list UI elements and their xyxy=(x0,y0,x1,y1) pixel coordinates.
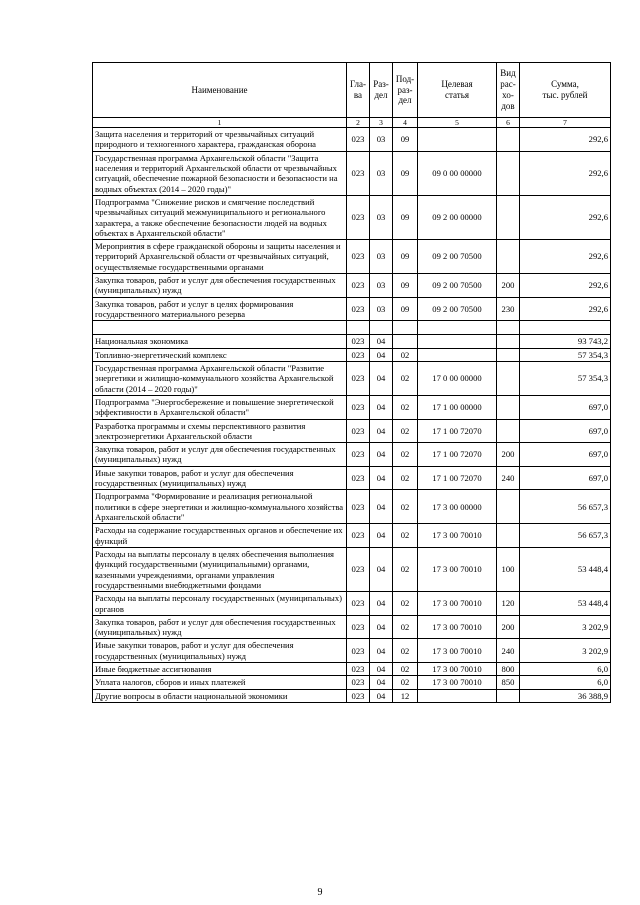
header-target: Целевая статья xyxy=(418,63,497,118)
table-row xyxy=(93,274,611,298)
cell-vid: 240 xyxy=(497,639,520,663)
table-row xyxy=(93,592,611,616)
cell-podrazdel: 02 xyxy=(393,395,418,419)
column-number: 1 xyxy=(93,118,347,128)
column-number: 5 xyxy=(418,118,497,128)
cell-podrazdel: 02 xyxy=(393,419,418,443)
cell-glava xyxy=(347,321,370,335)
cell-glava: 023 xyxy=(347,128,370,152)
cell-razdel: 03 xyxy=(370,195,393,239)
cell-podrazdel: 09 xyxy=(393,297,418,321)
cell-vid xyxy=(497,128,520,152)
cell-name: Закупка товаров, работ и услуг для обеспечения государственных (муниципальных) нужд xyxy=(93,615,347,639)
cell-vid: 850 xyxy=(497,676,520,689)
cell-target: 17 3 00 70010 xyxy=(418,524,497,548)
table-row xyxy=(93,348,611,361)
table-row xyxy=(93,466,611,490)
cell-name: Уплата налогов, сборов и иных платежей xyxy=(93,676,347,689)
table-row xyxy=(93,297,611,321)
cell-vid xyxy=(497,689,520,702)
cell-sum: 36 388,9 xyxy=(520,689,611,702)
table-row xyxy=(93,639,611,663)
cell-name xyxy=(93,321,347,335)
column-number-row xyxy=(93,118,611,128)
cell-target: 17 0 00 00000 xyxy=(418,361,497,395)
table-row xyxy=(93,676,611,689)
budget-table xyxy=(92,62,611,703)
table-body xyxy=(93,128,611,703)
cell-name: Закупка товаров, работ и услуг в целях формирования государственного материального резерва xyxy=(93,297,347,321)
cell-podrazdel: 02 xyxy=(393,443,418,467)
cell-razdel: 03 xyxy=(370,151,393,195)
cell-vid: 200 xyxy=(497,443,520,467)
cell-vid: 240 xyxy=(497,466,520,490)
cell-vid xyxy=(497,335,520,348)
cell-sum: 6,0 xyxy=(520,663,611,676)
cell-glava: 023 xyxy=(347,395,370,419)
cell-name: Закупка товаров, работ и услуг для обеспечения государственных (муниципальных) нужд xyxy=(93,443,347,467)
cell-glava: 023 xyxy=(347,466,370,490)
cell-razdel: 04 xyxy=(370,524,393,548)
cell-target: 17 3 00 70010 xyxy=(418,639,497,663)
cell-sum: 697,0 xyxy=(520,395,611,419)
header-sum: Сумма, тыс. рублей xyxy=(520,63,611,118)
cell-razdel: 04 xyxy=(370,689,393,702)
cell-podrazdel xyxy=(393,335,418,348)
cell-target: 17 3 00 70010 xyxy=(418,592,497,616)
cell-razdel: 04 xyxy=(370,348,393,361)
cell-glava: 023 xyxy=(347,240,370,274)
cell-sum: 93 743,2 xyxy=(520,335,611,348)
cell-glava: 023 xyxy=(347,335,370,348)
cell-target: 09 2 00 00000 xyxy=(418,195,497,239)
cell-glava: 023 xyxy=(347,639,370,663)
cell-razdel: 04 xyxy=(370,639,393,663)
cell-podrazdel: 02 xyxy=(393,547,418,591)
page-number: 9 xyxy=(317,887,323,898)
cell-razdel: 04 xyxy=(370,676,393,689)
cell-razdel: 04 xyxy=(370,395,393,419)
cell-razdel: 03 xyxy=(370,128,393,152)
cell-podrazdel: 09 xyxy=(393,240,418,274)
cell-razdel: 03 xyxy=(370,240,393,274)
cell-vid xyxy=(497,321,520,335)
cell-razdel: 04 xyxy=(370,615,393,639)
cell-target: 17 1 00 72070 xyxy=(418,419,497,443)
cell-podrazdel: 02 xyxy=(393,348,418,361)
header-razdel: Раз- дел xyxy=(370,63,393,118)
cell-sum: 697,0 xyxy=(520,419,611,443)
cell-name: Иные бюджетные ассигнования xyxy=(93,663,347,676)
cell-vid xyxy=(497,524,520,548)
cell-podrazdel: 02 xyxy=(393,615,418,639)
cell-glava: 023 xyxy=(347,547,370,591)
cell-name: Государственная программа Архангельской области "Развитие энергетики и жилищно-коммунального хозяйства Архангельской области (2014 – 2020 годы)" xyxy=(93,361,347,395)
cell-sum: 56 657,3 xyxy=(520,524,611,548)
cell-glava: 023 xyxy=(347,348,370,361)
cell-razdel: 03 xyxy=(370,297,393,321)
cell-name: Мероприятия в сфере гражданской обороны и защиты населения и территорий Архангельской области от чрезвычайных ситуаций, осуществляемые государственными органами xyxy=(93,240,347,274)
cell-podrazdel: 12 xyxy=(393,689,418,702)
cell-sum: 3 202,9 xyxy=(520,639,611,663)
cell-name: Подпрограмма "Снижение рисков и смягчение последствий чрезвычайных ситуаций межмуниципального и регионального характера, а также обеспечение безопасности людей на водных объектах в Архангельской области" xyxy=(93,195,347,239)
cell-name: Защита населения и территорий от чрезвычайных ситуаций природного и техногенного характера, гражданская оборона xyxy=(93,128,347,152)
table-row xyxy=(93,689,611,702)
cell-target: 17 3 00 70010 xyxy=(418,547,497,591)
cell-razdel: 04 xyxy=(370,663,393,676)
cell-sum: 53 448,4 xyxy=(520,592,611,616)
header-row xyxy=(93,63,611,118)
cell-razdel: 04 xyxy=(370,547,393,591)
cell-glava: 023 xyxy=(347,151,370,195)
cell-glava: 023 xyxy=(347,524,370,548)
cell-sum: 292,6 xyxy=(520,297,611,321)
table-row xyxy=(93,615,611,639)
cell-razdel: 04 xyxy=(370,443,393,467)
table-row xyxy=(93,321,611,335)
table-row xyxy=(93,361,611,395)
cell-target: 09 0 00 00000 xyxy=(418,151,497,195)
cell-name: Расходы на выплаты персоналу в целях обеспечения выполнения функций государственными (муниципальными) органами, казенными учреждениями, органами управления государственными внебюджетными фондами xyxy=(93,547,347,591)
cell-name: Национальная экономика xyxy=(93,335,347,348)
cell-sum: 292,6 xyxy=(520,274,611,298)
cell-glava: 023 xyxy=(347,676,370,689)
cell-podrazdel: 02 xyxy=(393,663,418,676)
cell-glava: 023 xyxy=(347,615,370,639)
cell-vid xyxy=(497,395,520,419)
cell-target xyxy=(418,128,497,152)
cell-vid xyxy=(497,151,520,195)
cell-sum: 292,6 xyxy=(520,151,611,195)
cell-target xyxy=(418,335,497,348)
cell-name: Другие вопросы в области национальной экономики xyxy=(93,689,347,702)
cell-name: Государственная программа Архангельской области "Защита населения и территорий Архангельской области от чрезвычайных ситуаций, обеспечение пожарной безопасности и безопасности на водных объектах (2014 – 2020 годы)" xyxy=(93,151,347,195)
cell-podrazdel: 02 xyxy=(393,490,418,524)
table-row xyxy=(93,128,611,152)
cell-target: 09 2 00 70500 xyxy=(418,297,497,321)
cell-target: 09 2 00 70500 xyxy=(418,274,497,298)
cell-sum xyxy=(520,321,611,335)
cell-vid xyxy=(497,361,520,395)
cell-name: Иные закупки товаров, работ и услуг для обеспечения государственных (муниципальных) нужд xyxy=(93,466,347,490)
header-glava: Гла- ва xyxy=(347,63,370,118)
cell-razdel: 04 xyxy=(370,335,393,348)
table-row xyxy=(93,335,611,348)
cell-vid: 200 xyxy=(497,615,520,639)
cell-vid xyxy=(497,419,520,443)
cell-target: 17 3 00 00000 xyxy=(418,490,497,524)
cell-target: 17 1 00 00000 xyxy=(418,395,497,419)
cell-sum: 292,6 xyxy=(520,128,611,152)
cell-podrazdel: 09 xyxy=(393,151,418,195)
cell-target xyxy=(418,321,497,335)
header-vid: Вид рас- хо- дов xyxy=(497,63,520,118)
cell-name: Расходы на содержание государственных органов и обеспечение их функций xyxy=(93,524,347,548)
cell-razdel: 04 xyxy=(370,490,393,524)
table-row xyxy=(93,490,611,524)
cell-target: 17 1 00 72070 xyxy=(418,443,497,467)
cell-target: 17 1 00 72070 xyxy=(418,466,497,490)
table-row xyxy=(93,151,611,195)
cell-glava: 023 xyxy=(347,419,370,443)
table-row xyxy=(93,395,611,419)
cell-sum: 57 354,3 xyxy=(520,348,611,361)
cell-podrazdel: 02 xyxy=(393,592,418,616)
column-number: 7 xyxy=(520,118,611,128)
cell-vid: 230 xyxy=(497,297,520,321)
cell-glava: 023 xyxy=(347,274,370,298)
column-number: 2 xyxy=(347,118,370,128)
cell-vid xyxy=(497,240,520,274)
table-row xyxy=(93,524,611,548)
header-podrazdel: Под- раз- дел xyxy=(393,63,418,118)
cell-sum: 697,0 xyxy=(520,466,611,490)
cell-razdel: 03 xyxy=(370,274,393,298)
cell-sum: 57 354,3 xyxy=(520,361,611,395)
cell-razdel: 04 xyxy=(370,466,393,490)
cell-glava: 023 xyxy=(347,689,370,702)
cell-podrazdel: 02 xyxy=(393,466,418,490)
column-number: 3 xyxy=(370,118,393,128)
cell-target xyxy=(418,348,497,361)
cell-target: 17 3 00 70010 xyxy=(418,676,497,689)
cell-glava: 023 xyxy=(347,490,370,524)
table-row xyxy=(93,419,611,443)
cell-vid xyxy=(497,195,520,239)
table-row xyxy=(93,195,611,239)
table-row xyxy=(93,663,611,676)
cell-vid: 200 xyxy=(497,274,520,298)
cell-target: 09 2 00 70500 xyxy=(418,240,497,274)
cell-vid xyxy=(497,490,520,524)
cell-razdel: 04 xyxy=(370,361,393,395)
cell-sum: 53 448,4 xyxy=(520,547,611,591)
cell-sum: 56 657,3 xyxy=(520,490,611,524)
cell-razdel: 04 xyxy=(370,592,393,616)
cell-glava: 023 xyxy=(347,297,370,321)
cell-sum: 292,6 xyxy=(520,195,611,239)
cell-podrazdel: 02 xyxy=(393,676,418,689)
table-row xyxy=(93,547,611,591)
cell-name: Разработка программы и схемы перспективного развития электроэнергетики Архангельской области xyxy=(93,419,347,443)
cell-name: Закупка товаров, работ и услуг для обеспечения государственных (муниципальных) нужд xyxy=(93,274,347,298)
cell-razdel: 04 xyxy=(370,419,393,443)
table-row xyxy=(93,443,611,467)
cell-podrazdel: 02 xyxy=(393,524,418,548)
cell-podrazdel: 09 xyxy=(393,195,418,239)
table-row xyxy=(93,240,611,274)
cell-vid: 800 xyxy=(497,663,520,676)
cell-sum: 6,0 xyxy=(520,676,611,689)
cell-name: Подпрограмма "Энергосбережение и повышение энергетической эффективности в Архангельской области" xyxy=(93,395,347,419)
column-number: 4 xyxy=(393,118,418,128)
cell-glava: 023 xyxy=(347,361,370,395)
cell-name: Подпрограмма "Формирование и реализация региональной политики в сфере энергетики и жилищно-коммунального хозяйства Архангельской области" xyxy=(93,490,347,524)
cell-sum: 697,0 xyxy=(520,443,611,467)
cell-vid: 120 xyxy=(497,592,520,616)
cell-name: Топливно-энергетический комплекс xyxy=(93,348,347,361)
header-name: Наименование xyxy=(93,63,347,118)
cell-podrazdel xyxy=(393,321,418,335)
cell-podrazdel: 09 xyxy=(393,128,418,152)
cell-target: 17 3 00 70010 xyxy=(418,663,497,676)
cell-name: Иные закупки товаров, работ и услуг для обеспечения государственных (муниципальных) нужд xyxy=(93,639,347,663)
cell-glava: 023 xyxy=(347,443,370,467)
cell-podrazdel: 09 xyxy=(393,274,418,298)
cell-name: Расходы на выплаты персоналу государственных (муниципальных) органов xyxy=(93,592,347,616)
cell-glava: 023 xyxy=(347,663,370,676)
cell-target xyxy=(418,689,497,702)
cell-target: 17 3 00 70010 xyxy=(418,615,497,639)
cell-vid: 100 xyxy=(497,547,520,591)
cell-glava: 023 xyxy=(347,592,370,616)
cell-podrazdel: 02 xyxy=(393,639,418,663)
cell-vid xyxy=(497,348,520,361)
cell-razdel xyxy=(370,321,393,335)
cell-sum: 3 202,9 xyxy=(520,615,611,639)
cell-glava: 023 xyxy=(347,195,370,239)
column-number: 6 xyxy=(497,118,520,128)
cell-podrazdel: 02 xyxy=(393,361,418,395)
cell-sum: 292,6 xyxy=(520,240,611,274)
